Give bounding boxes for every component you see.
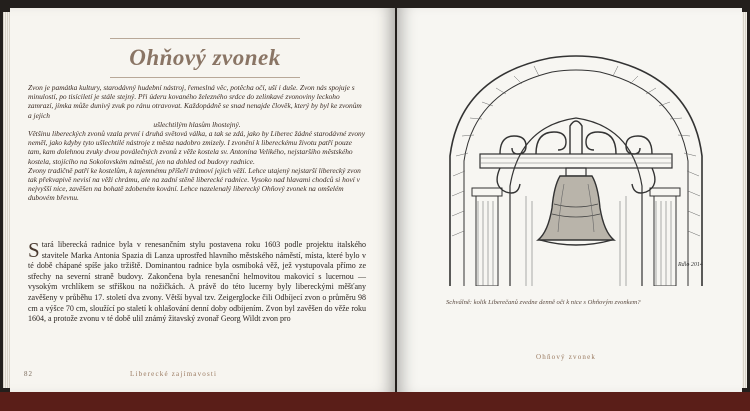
- page-edges-right: [742, 12, 747, 388]
- intro-paragraph: Většinu libereckých zvonů vzala první i druhá světová válka, a tak se zdá, jako by Liberec žádné starodávné zvony neměl, jako kdyby tyto ušlechtilé nástroje z města nadobro zmizely. I zvonění k libereckému životu patří pouze tam, kam dolehnou zvuky dvou poválečných zvonů z věže kostela sv. Antonína Velikého, nejstaršího městského kostela, stojícího na Sokolovském náměstí, jen na dohled od budovy radnice.: [28, 129, 366, 166]
- body-paragraph: tará liberecká radnice byla v renesančním stylu postavena roku 1603 podle projektu italského stavitele Marka Antonia Spazia di Lanza uprostřed hlavního městského náměstí, místa, které bylo v té době chápané spíše jako tržiště. Dominantou radnice byla osmiboká věž, jež vystupovala přímo ze střechy na severní straně budovy. Zakončena byla renesanční helmovitou makovicí s lucernou — vysokým vrchlíkem se stříškou na nožičkách. A právě do této lucerny byly libereckými měšťany zavěšeny v průběhu 17. století dva zvony. Větší byval tzv. Zeigerglocke čili Odbíjecí zvon o průměru 98 cm a výšce 70 cm, sloužící po staletí k ohlašování denní doby odbíjením. Zvon byl zavěšen do věže roku 1604, a protože zvonu v té době ulil známý žitavský zvonař Georg Wildt zvon pro: [28, 240, 366, 324]
- body-text: [28, 240, 366, 325]
- running-title-right: Ohňový zvonek: [536, 353, 597, 361]
- bell-illustration: [440, 36, 712, 286]
- artist-signature: Rdlo 2014: [678, 262, 703, 268]
- intro-paragraph: ušlechtilým hlasům lhostejný.: [153, 119, 241, 129]
- page-edges-left: [3, 12, 10, 388]
- intro-paragraph: Zvon je památka kultury, starodávný hudební nástroj, řemeslná věc, potěcha očí, uší i duše. Zvon nás spojuje s minulostí, po tisíciletí je stále stejný. Při úderu kovaného železného srdce do zelinkavé zvonoviny leckoho zamrazí, jímka může dunivý zvuk po ránu otravovat. Každopádně se snad nenajde člověk, který by byl ke zvonům a jejich: [28, 83, 362, 120]
- title-rule-bottom: [110, 77, 300, 78]
- title-rule-top: [110, 38, 300, 39]
- drop-cap: S: [28, 238, 40, 262]
- intro-text: [28, 83, 366, 203]
- intro-paragraph: Zvony tradičně patří ke kostelům, k tajemnému příšeří trámoví jejich věží. Lehce utajený nejstarší liberecký zvon tak překvapivě nevisí na věži chrámu, ale na zadní stěně liberecké radnice. Vysoko nad hlavami chodců si hoví v nejvyšší nice, zavěšen na bohatě zdobeném kování. Lehce nazelenalý liberecký Ohňový zvonek na omšelém dubovém břevnu.: [28, 165, 361, 203]
- running-title-left: Liberecké zajímavosti: [130, 370, 218, 378]
- chapter-title: Ohňový zvonek: [129, 45, 281, 70]
- page-number: 82: [24, 370, 33, 378]
- illustration-caption: Schválně: kolik Liberečanů zvedne denně oči k nice s Ohňovým zvonkem?: [446, 299, 641, 306]
- book-cover-edge: [0, 392, 750, 411]
